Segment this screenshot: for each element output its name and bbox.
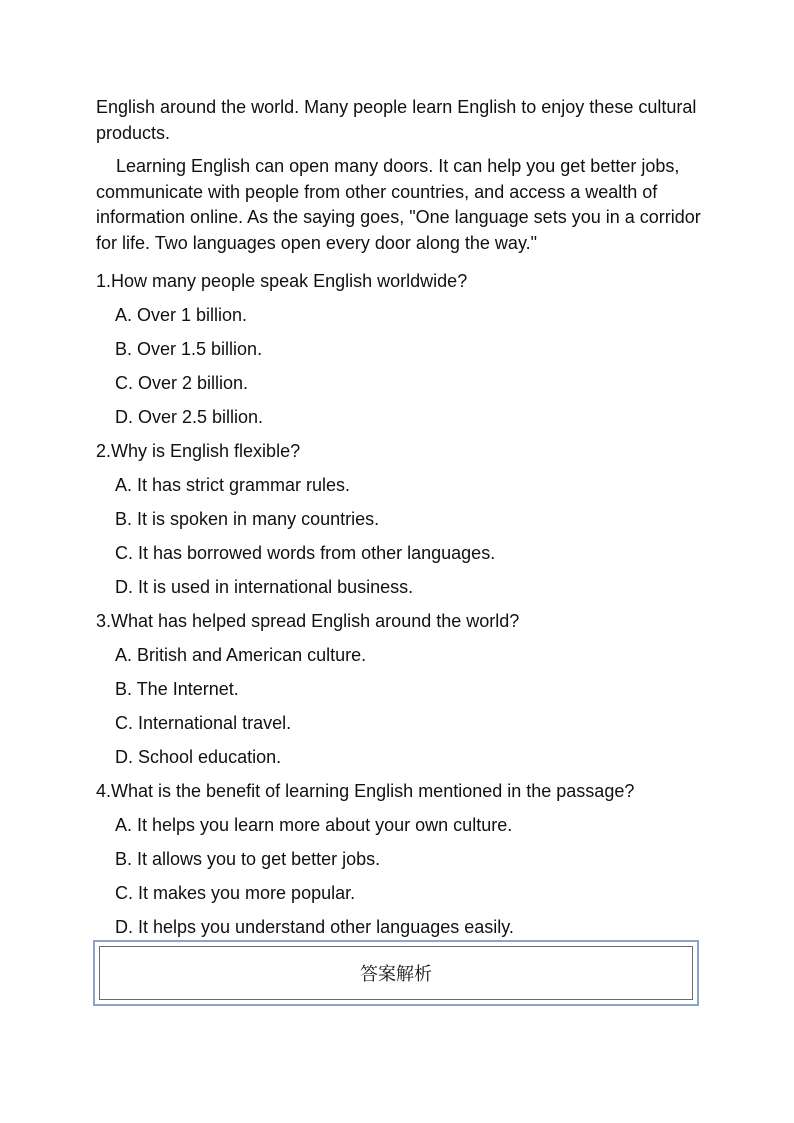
option-b[interactable]: B. It is spoken in many countries. [115, 509, 380, 529]
option-c[interactable]: C. It makes you more popular. [115, 883, 356, 903]
passage-paragraph: Learning English can open many doors. It can help you get better jobs, communicate with people from other countries, and access a wealth of information online. As the saying goes, "One language sets you in a corridor for life. Two languages open every door along the way." [96, 156, 701, 253]
answer-section-box[interactable] [93, 940, 699, 1006]
option-d[interactable]: D. School education. [115, 747, 282, 767]
question-stem: 4.What is the benefit of learning English mentioned in the passage? [96, 781, 635, 801]
option-a[interactable]: A. It helps you learn more about your own culture. [115, 815, 513, 835]
option-c[interactable]: C. Over 2 billion. [115, 373, 249, 393]
option-b[interactable]: B. The Internet. [115, 679, 239, 699]
option-d[interactable]: D. Over 2.5 billion. [115, 407, 264, 427]
question-stem: 2.Why is English flexible? [96, 441, 301, 461]
passage-paragraph: English around the world. Many people learn English to enjoy these cultural products. [96, 97, 697, 143]
question-stem: 3.What has helped spread English around the world? [96, 611, 520, 631]
option-c[interactable]: C. It has borrowed words from other languages. [115, 543, 496, 563]
answer-section-label: 答案解析 [360, 964, 432, 985]
option-b[interactable]: B. Over 1.5 billion. [115, 339, 263, 359]
document-body [96, 95, 706, 944]
question-list [96, 264, 706, 944]
option-d[interactable]: D. It is used in international business. [115, 577, 414, 597]
option-a[interactable]: A. It has strict grammar rules. [115, 475, 351, 495]
question-1 [96, 264, 706, 434]
option-a[interactable]: A. Over 1 billion. [115, 305, 248, 325]
question-stem: 1.How many people speak English worldwide? [96, 271, 468, 291]
option-b[interactable]: B. It allows you to get better jobs. [115, 849, 381, 869]
option-a[interactable]: A. British and American culture. [115, 645, 367, 665]
option-c[interactable]: C. International travel. [115, 713, 292, 733]
option-d[interactable]: D. It helps you understand other languages easily. [115, 917, 514, 937]
question-2 [96, 434, 706, 604]
answer-section-inner [99, 946, 693, 1000]
question-3 [96, 604, 706, 774]
question-4 [96, 774, 706, 944]
